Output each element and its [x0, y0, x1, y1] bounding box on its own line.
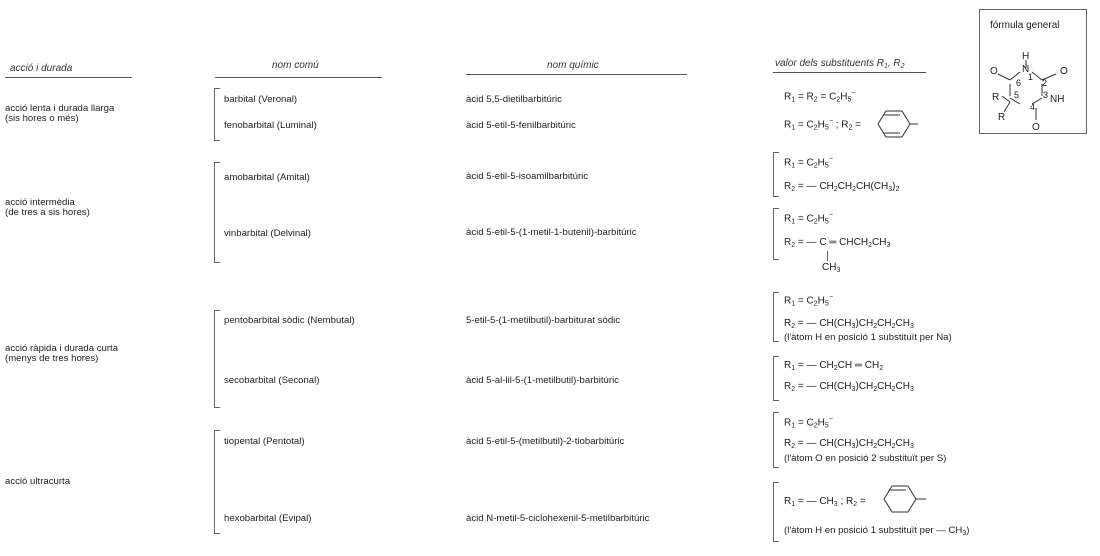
header-rule-substituents — [773, 72, 926, 73]
ring-H: H — [1022, 51, 1030, 62]
header-chemical: nom químic — [547, 60, 599, 71]
formula-tio-note: (l'àtom O en posició 2 substituït per S) — [784, 453, 947, 464]
header-rule-common — [215, 77, 382, 78]
header-rule-action — [5, 77, 132, 78]
ring-R1: R — [992, 92, 1000, 103]
ring-O-right: O — [1060, 66, 1068, 77]
formula-bracket-amo — [773, 152, 774, 197]
formula-vin-bond — [827, 251, 828, 261]
row-chem-pentobarbital: 5-etil-5-(1-metilbutil)-barbiturat sòdic — [466, 315, 621, 326]
group-ultra-line1: acció ultracurta — [5, 476, 71, 487]
formula-bracket-pento — [773, 292, 774, 342]
bracket-fast — [214, 310, 215, 408]
row-chem-amobarbital: àcid 5-etil-5-isoamilbarbitúric — [466, 171, 589, 182]
formula-barbital: $R_1 = R_2 = C_2H_5^-$ — [784, 90, 856, 104]
row-common-hexobarbital: hexobarbital (Evipal) — [224, 513, 312, 524]
benzene-ring-icon — [870, 107, 920, 141]
ring-N: N — [1022, 64, 1030, 75]
ring-4: 4 — [1030, 102, 1036, 112]
bracket-inter — [214, 162, 215, 263]
formula-bracket-hexo — [773, 482, 774, 542]
group-fast-line2: (menys de tres hores) — [5, 353, 99, 364]
formula-pento-r2: $R_2$ = — $CH(CH_3)CH_2CH_2CH_3$ — [784, 318, 914, 330]
row-common-pentobarbital: pentobarbital sòdic (Nembutal) — [224, 315, 355, 326]
row-chem-secobarbital: àcid 5-al-lil-5-(1-metilbutil)-barbitúric — [466, 375, 620, 386]
ring-O-bottom: O — [1032, 122, 1040, 132]
cyclohexenyl-ring-icon — [876, 482, 928, 516]
barbituric-ring-structure — [980, 32, 1086, 132]
ring-3: 3 — [1043, 90, 1049, 100]
header-substituents-prefix: valor dels substituents R — [775, 58, 884, 69]
row-common-barbital: barbital (Veronal) — [224, 94, 298, 105]
formula-seco-r2: $R_2$ = — $CH(CH_3)CH_2CH_2CH_3$ — [784, 381, 914, 393]
group-inter-line2: (de tres a sis hores) — [5, 207, 90, 218]
formula-amo-r2: $R_2$ = — $CH_2CH_2CH(CH_3)_2$ — [784, 181, 900, 193]
header-rule-chemical — [466, 74, 687, 75]
formula-bracket-vin — [773, 208, 774, 260]
row-common-amobarbital: amobarbital (Amital) — [224, 172, 310, 183]
formula-hexo-note-text: (l'àtom H en posició 1 substituït per — CH — [784, 525, 963, 536]
general-formula-title: fórmula general — [990, 20, 1060, 31]
ring-NH: NH — [1050, 94, 1065, 105]
formula-pento-note: (l'àtom H en posició 1 substituït per Na) — [784, 332, 952, 343]
group-inter-line1: acció intermèdia — [5, 197, 75, 208]
formula-vin-r2: $R_2$ = — C ═ $CHCH_2CH_3$ — [784, 237, 891, 249]
formula-hexo-note: (l'àtom H en posició 1 substituït per — $CH_3$) — [784, 525, 970, 537]
general-formula-box — [979, 9, 1087, 134]
row-common-tiopental: tiopental (Pentotal) — [224, 436, 305, 447]
ring-6: 6 — [1016, 78, 1022, 88]
ring-O-left: O — [990, 66, 998, 77]
row-chem-tiopental: àcid 5-etil-5-(metilbutil)-2-tiobarbitúric — [466, 436, 625, 447]
ring-5: 5 — [1014, 90, 1020, 100]
formula-vin-ch3: $CH_3$ — [822, 262, 841, 274]
group-fast-line1: acció ràpida i durada curta — [5, 343, 119, 354]
bracket-slow — [214, 88, 215, 141]
row-chem-hexobarbital: àcid N-metil-5-ciclohexenil-5-metilbarbitúric — [466, 513, 650, 524]
header-common: nom comú — [272, 60, 319, 71]
header-substituents: valor dels substituents $R_1$, $R_2$ — [775, 58, 905, 70]
ring-1: 1 — [1028, 72, 1034, 82]
header-substituents-mid: , R — [887, 58, 901, 69]
row-common-vinbarbital: vinbarbital (Delvinal) — [224, 228, 311, 239]
row-chem-barbital: àcid 5,5-dietilbarbitúric — [466, 94, 562, 105]
formula-seco-r1: $R_1$ = — $CH_2CH$ ═ $CH_2$ — [784, 360, 884, 372]
bracket-ultra — [214, 430, 215, 534]
row-chem-fenobarbital: àcid 5-etil-5-fenilbarbitúric — [466, 120, 576, 131]
ring-R2: R — [998, 112, 1006, 123]
formula-pento-r1: $R_1 = C_2H_5^-$ — [784, 294, 833, 308]
row-common-secobarbital: secobarbital (Seconal) — [224, 375, 320, 386]
formula-vin-r1: $R_1 = C_2H_5^-$ — [784, 212, 833, 226]
ring-2: 2 — [1042, 78, 1048, 88]
formula-hexo-r: $R_1$ = — $CH_3$ ; $R_2$ = — [784, 496, 866, 508]
formula-amo-r1: $R_1 = C_2H_5^-$ — [784, 156, 833, 170]
header-action: acció i durada — [10, 63, 73, 74]
row-common-fenobarbital: fenobarbital (Luminal) — [224, 120, 317, 131]
group-slow-line1: acció lenta i durada llarga — [5, 103, 115, 114]
row-chem-vinbarbital: àcid 5-etil-5-(1-metil-1-butenil)-barbitúric — [466, 227, 637, 238]
formula-tio-r2: $R_2$ = — $CH(CH_3)CH_2CH_2CH_3$ — [784, 438, 914, 450]
formula-bracket-seco — [773, 356, 774, 401]
formula-tio-r1: $R_1 = C_2H_5^-$ — [784, 416, 833, 430]
formula-fenobarbital: $R_1 = C_2H_5^-$ ; $R_2$ = — [784, 118, 861, 132]
group-slow-line2: (sis hores o més) — [5, 113, 79, 124]
formula-bracket-tio — [773, 412, 774, 468]
